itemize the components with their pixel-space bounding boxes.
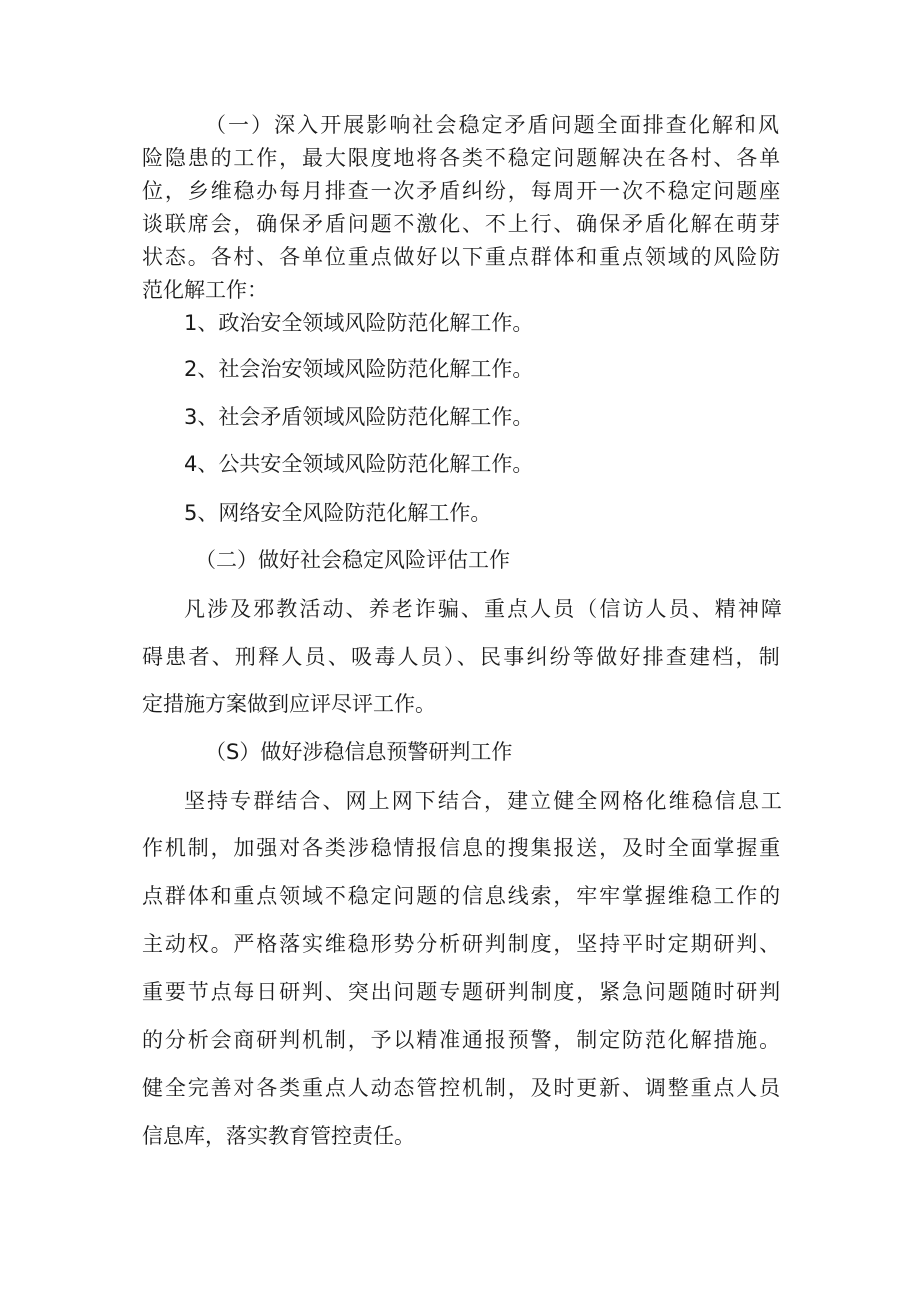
section3-heading: （S）做好涉稳信息预警研判工作 bbox=[205, 740, 513, 764]
section2-line-2: 碍患者、刑释人员、吸毒人员）、民事纠纷等做好排查建档，制 bbox=[142, 645, 782, 669]
section1-line-3: 位，乡维稳办每月排查一次矛盾纠纷，每周开一次不稳定问题座 bbox=[142, 179, 782, 203]
list-item-1: 1、政治安全领域风险防范化解工作。 bbox=[184, 311, 534, 335]
section3-line-1: 坚持专群结合、网上网下结合，建立健全网格化维稳信息工 bbox=[184, 789, 784, 813]
list-item-4: 4、公共安全领域风险防范化解工作。 bbox=[184, 452, 534, 476]
section1-line-2: 险隐患的工作，最大限度地将各类不稳定问题解决在各村、各单 bbox=[142, 146, 782, 170]
section1-line-5: 状态。各村、各单位重点做好以下重点群体和重点领域的风险防 bbox=[142, 245, 782, 269]
section1-line-1: （一）深入开展影响社会稳定矛盾问题全面排查化解和风 bbox=[205, 113, 781, 137]
section3-line-4: 主动权。严格落实维稳形势分析研判制度，坚持平时定期研判、 bbox=[142, 932, 782, 956]
section2-heading: （二）做好社会稳定风险评估工作 bbox=[195, 548, 510, 572]
list-item-2: 2、社会治安领域风险防范化解工作。 bbox=[184, 357, 534, 381]
section3-line-3: 点群体和重点领域不稳定问题的信息线索，牢牢掌握维稳工作的 bbox=[142, 884, 782, 908]
section1-line-4: 谈联席会，确保矛盾问题不激化、不上行、确保矛盾化解在萌芽 bbox=[142, 212, 782, 236]
section3-line-5: 重要节点每日研判、突出问题专题研判制度，紧急问题随时研判 bbox=[142, 980, 782, 1004]
list-item-3: 3、社会矛盾领域风险防范化解工作。 bbox=[184, 405, 534, 429]
section1-line-6: 范化解工作： bbox=[142, 278, 268, 302]
section3-line-2: 作机制，加强对各类涉稳情报信息的搜集报送，及时全面掌握重 bbox=[142, 836, 782, 860]
list-item-5: 5、网络安全风险防范化解工作。 bbox=[184, 501, 492, 525]
section3-line-7: 健全完善对各类重点人动态管控机制，及时更新、调整重点人员 bbox=[142, 1076, 782, 1100]
section2-line-3: 定措施方案做到应评尽评工作。 bbox=[142, 692, 436, 716]
section3-line-8: 信息库，落实教育管控责任。 bbox=[142, 1124, 415, 1148]
section3-line-6: 的分析会商研判机制，予以精准通报预警，制定防范化解措施。 bbox=[142, 1028, 782, 1052]
section2-line-1: 凡涉及邪教活动、养老诈骗、重点人员（信访人员、精神障 bbox=[184, 597, 784, 621]
